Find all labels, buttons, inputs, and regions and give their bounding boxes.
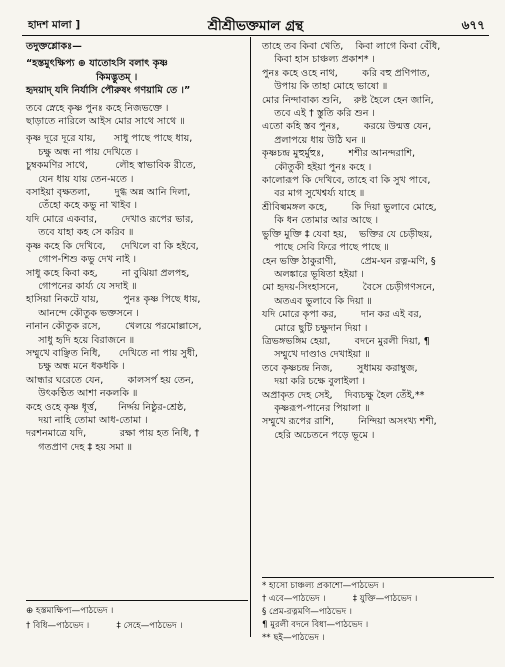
verse-stanza: কৃষ্ণ কহে কি দেখিবে, দেখিলে বা কি হইবে, গোপ-শিশু কভু দেখ নাই । [26, 240, 199, 266]
verse-stanza: নানান কৌতুক রসে, খেলয়ে পরমোল্লাসে, সাধু হৃদি হয়ে বিরাজনে ॥ [26, 321, 202, 346]
book-title: শ্রীশ্রীভক্তমাল গ্রন্থ [207, 18, 304, 34]
verse-stanza: যদি মোরে কৃপা কর, দান কর এই বর, মোরে ছুটি চক্ষুদান দিয়া । [262, 309, 422, 334]
verse-stanza: কৃষ্ণ দূরে দূরে যায়, সাধু পাছে পাছে ধায়, চক্ষু অন্ধ না পায় দেখিতে । [26, 133, 193, 158]
verse-stanza: কহে ওহে কৃষ্ণ ধূর্ত্ত, নির্দ্দয় নিষ্ঠুর-শ্রেষ্ঠ, দয়া নাহি তোমা আধ-তোমা । [26, 401, 187, 426]
footnote: ⊕ হস্তমাক্ষিপ্য—পাঠভেদ । [26, 606, 114, 616]
verse-stanza: তবে কৃষ্ণচন্দ্র নিজ, সুধাময় করাম্বুজ, দয়া করি চক্ষে বুলাইলা । [262, 362, 418, 388]
chapter-label: হাদশ মালা ] [28, 19, 81, 31]
verse-stanza: ত্রিভঙ্গভঙ্গিম হেয়া, বদনে মুরলী দিয়া, ¶ সম্মুখে দাণ্ডাও দেখাইয়া ॥ [262, 335, 430, 361]
footnotes-left [26, 604, 248, 634]
verse-stanza: কালোরূপ কি দেখিবে, তাহে বা কি সুখ পাবে, বর মাগ সুখেশ্বর্য্য যাহে ॥ [262, 175, 431, 200]
verse-stanza: কৃষ্ণচন্দ্র মুহুর্মুহুঃ, শশীর আনন্দরাশি, কৌতুকী হইয়া পুনঃ কহে । [262, 148, 416, 173]
verse-stanza: হেন ভক্তি ঠাকুরাণী, প্রেম-ঘন রত্ন-মণি, § অলঙ্কারে ভূষিতা হইয়া । [262, 255, 436, 280]
section-heading: তদুক্তশ্লোকঃ— [26, 41, 82, 52]
verse-stanza: শ্রীবিল্বমঙ্গল কহে, কি দিয়া ভুলাবে মোহে, কি ধন তোমার আর আছে । [262, 201, 437, 227]
verse-stanza: সম্মুখে রূপের রাশি, নিন্দিয়া অসংখ্য শশী, হেরি অচেতনে পড়ে ভূমে । [262, 416, 437, 441]
column-divider [250, 37, 251, 637]
footnote: ¶ মুরলী বদনে বিধা—পাঠভেদ । [262, 620, 369, 630]
verse-stanza: দরশনমাত্রে যদি, রক্ষা পায় হত নিধি, † গতপ্রাণ দেহ ‡ হয় সমা ॥ [26, 428, 200, 453]
footnotes-right [262, 580, 494, 645]
verse-stanza: সাধু কহে কিবা কহ, না বুঝিয়া প্রলপহ, গোপনের কার্য্য যে সদাই ॥ [26, 267, 190, 292]
footnote: † বিধি—পাঠভেদ । ‡ সেহে—পাঠভেদ । [26, 621, 183, 631]
sanskrit-sloka: হৃদয়াদ্ যদি নির্যাসি পৌরুষং গণয়ামি তে ।” [26, 85, 191, 97]
verse-stanza: ভুক্তি মুক্তি ‡ যেবা হয়, ভক্তির যে চেড়ীছয়, পাছে সেবি ফিরে পাছে পাছে ॥ [262, 228, 433, 254]
verse-stanza: মোর নিন্দাবাক্য শুনি, রুষ্ট হৈলে হেন জানি, তবে এই † স্তুতি করি শুন । [262, 94, 434, 120]
verse-stanza: পুনঃ কহে ওহে নাথ, করি বহু প্রণিপাত, উপায় কি তাহা মোহে ভাষো ॥ [262, 67, 430, 93]
left-column [26, 40, 248, 454]
verse-stanza: আন্ধার ঘরেতে যেন, কালসর্প হয় তেন, উৎকণ্ঠিত আশা নকলকি ॥ [26, 374, 194, 400]
verse-stanza: সম্মুখে বাঞ্ছিত নিধি, দেখিতে না পায় সুধী, চক্ষু অন্ধ মনে ধকধকি । [26, 347, 198, 373]
verse-stanza: তাহে তব কিবা খেতি, কিবা লাগে কিবা বেঁধি, কিবা হাস চাঞ্চল্য প্রকাশ* । [262, 41, 441, 66]
footnote: * হাসো চাঞ্চল্য প্রকাশো—পাঠভেদ । [262, 581, 385, 591]
verse-stanza: বসাইয়া বৃক্ষতলা, দুগ্ধ অন্ন আনি দিলা, তেঁহো কহে কভু না খাইব । [26, 187, 191, 212]
page-number: ৬৭৭ [461, 18, 485, 32]
footnote-rule-left [26, 600, 248, 601]
verse-stanza: যদি মোরে একবার, দেখাও রূপের ভার, তবে যাহা কহ সে করিব ॥ [26, 213, 194, 239]
sanskrit-sloka: “হস্তমুৎক্ষিপ্য ⊕ যাতোঽসি বলাৎ কৃষ্ণ কিমদ্ভুতম্ । [26, 58, 168, 83]
verse-stanza: হাসিয়া নিকটে যায়, পুনঃ কৃষ্ণ পিছে ধায়, আনন্দে কৌতুক ভক্তসনে । [26, 294, 201, 319]
verse-stanza: এতো কহি স্তব পুনঃ, করয়ে উন্মত্ত যেন, প্রলাপয়ে ধায় উঠি ঘন ॥ [262, 121, 432, 146]
right-column [262, 40, 494, 442]
verse-stanza: তবে স্নেহে কৃষ্ণ পুনঃ কহে নিজভক্তে । ছাড়াতে নারিলে আইস মোর সাথে সাথে ॥ [26, 102, 185, 128]
running-header [22, 15, 489, 36]
footnote: § প্রেম-রত্নমণি—পাঠভেদ । [262, 607, 352, 617]
footnote: ** ছই—পাঠভেদ । [262, 633, 325, 643]
verse-stanza: মো হৃদয়-সিংহাসনে, বৈসে চেড়ীগণসনে, অতএব ভুলাবে কি দিয়া ॥ [262, 282, 435, 307]
verse-stanza: অপ্রাকৃত দেহ সেই, দিব্যচক্ষু হৈল তেঁই,** কৃষ্ণরূপ-পানের পিয়ালা ॥ [262, 389, 425, 414]
verse-stanza: চুম্বকমণির সাথে, লৌহ স্বাভাবিক রীতে, যেন ধায় যায় তেন-মতে । [26, 160, 196, 185]
footnote-rule-right [262, 577, 494, 578]
footnote: † এবে—পাঠভেদ । ‡ যুক্তি—পাঠভেদ । [262, 594, 418, 604]
